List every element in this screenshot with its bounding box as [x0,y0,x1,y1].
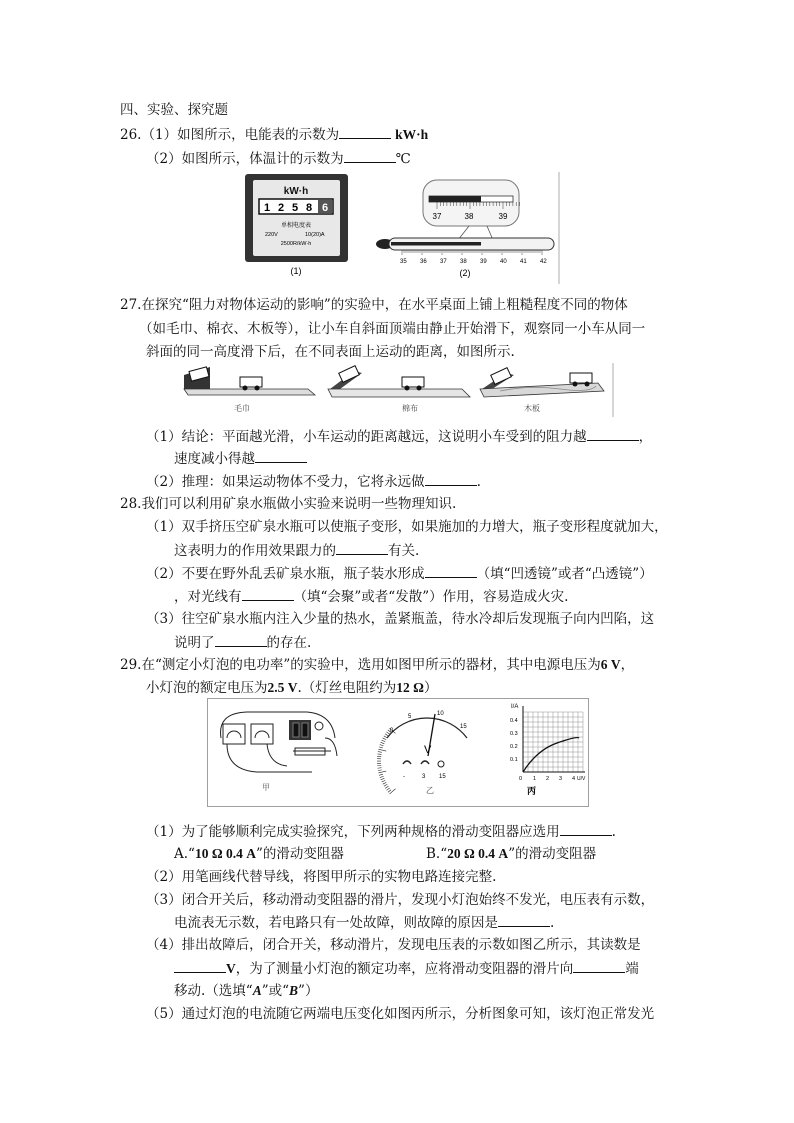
answer-blank[interactable] [174,959,226,973]
voltmeter-tick-label: 0 [390,728,394,734]
voltmeter-dial [377,711,467,795]
answer-blank[interactable] [242,587,294,601]
q29-c4b [174,959,639,978]
answer-blank[interactable] [255,449,307,463]
q28-c1b-end: 有关. [388,543,420,559]
voltmeter-ticks [377,728,395,794]
voltmeter-tick [380,745,384,746]
q29-c5: （5）通过灯泡的电流随它两端电压变化如图丙所示，分析图象可知，该灯泡正常发光 [146,1006,655,1022]
q29-c4b-end: 端 [625,961,639,977]
q26-p1-unit: kW·h [395,127,429,142]
voltmeter-tick [384,784,387,786]
graph-xtick: 0 [519,776,523,782]
q28-c3a: （3）往空矿泉水瓶内注入少量的热水，盖紧瓶盖，待水冷却后发现瓶子向内凹陷，这 [146,611,655,627]
choice-a: A [252,983,262,998]
answer-blank[interactable] [573,959,625,973]
voltmeter-tick [382,740,386,742]
q29-source-voltage: 6 V [600,657,621,672]
figure-caption: (2) [459,268,471,278]
q27-c1a-text: （1）结论：平面越光滑，小车运动的距离越远，这说明小车受到的阻力越 [146,429,587,445]
choice-b: B [289,983,299,998]
q27-c2-text: （2）推理：如果运动物体不受力，它将永远做 [146,474,425,490]
q27-line3: 斜面的同一高度滑下后，在不同表面上运动的距离，如图所示. [146,344,515,360]
q29-line2-end: ） [423,680,438,696]
graph-xtick: 4 [572,776,576,782]
q29-c1-end: . [611,824,616,840]
zoom-tick-label: 39 [498,212,508,221]
q28-c2b [174,587,568,606]
q29-c3b-end: . [550,915,555,931]
option-a-prefix: A.“ [174,846,195,862]
q26-part1 [120,125,428,144]
surface-label: 棉布 [402,404,418,413]
option-b-spec: 20 Ω 0.4 A [447,846,509,861]
q27-c1b [174,449,307,468]
zoom-tick-label: 37 [432,212,442,221]
q29-c4c-mid: ”或“ [261,983,290,999]
option-a-text: ”的滑动变阻器 [256,846,344,862]
q29-c3a: （3）闭合开关后，移动滑动变阻器的滑片，发现小灯泡始终不发光，电压表有示数， [146,892,655,908]
q29-line2-mid: .（灯丝电阻约为 [297,680,397,696]
q26-figure [243,172,563,287]
graph-xtick: 3 [559,776,563,782]
voltmeter-tick [378,754,382,755]
q28-c1a: （1）双手挤压空矿泉水瓶可以使瓶子变形，如果施加的力增大，瓶子变形程度就加大， [146,519,668,535]
voltmeter-tick [378,770,382,771]
meter-unit: kW·h [283,186,309,197]
thermometer [376,180,554,278]
scale-tick-label: 37 [440,259,447,265]
section-title: 四、实验、探究题 [120,102,228,118]
q27-c1a-end: ， [638,429,653,445]
meter-maker: 单相电度表 [280,223,312,229]
q28-c2b-end: （填“会聚”或者“发散”）作用，容易造成火灾. [293,589,569,605]
q29-c2: （2）用笔画线代替导线，将图甲所示的实物电路连接完整. [146,869,497,885]
voltmeter-tick [379,774,383,775]
q29-line2-text: 小灯泡的额定电压为 [146,680,268,696]
voltmeter-tick [380,776,384,777]
figure-label: 乙 [426,786,434,795]
voltmeter-tick [382,780,386,782]
graph-ytick: 0.3 [510,731,518,737]
graph-xlabel: U/V [577,776,586,782]
q27-line1: 27.在探究“阻力对物体运动的影响”的实验中，在水平桌面上铺上粗糙程度不同的物体 [120,297,628,313]
q27-c1a [146,427,652,446]
terminal-label: - [403,774,405,780]
option-a-spec: 10 Ω 0.4 A [194,846,257,861]
scale-tick-label: 42 [540,259,547,265]
voltmeter-tick [389,789,395,794]
option-b-text: ”的滑动变阻器 [508,846,597,862]
voltmeter-tick [386,788,389,790]
voltmeter-tick [378,752,382,753]
surface-label: 木板 [524,404,540,413]
scale-tick-label: 35 [400,259,407,265]
q29-rated-voltage: 2.5 V [267,680,298,695]
voltmeter-tick [381,778,385,780]
voltmeter-tick [378,768,382,769]
meter-digit: 2 [277,202,285,214]
graph-xtick: 2 [546,776,550,782]
voltmeter-tick [379,747,383,748]
q29-c3b-text: 电流表无示数，若电路只有一处故障，则故障的原因是 [174,915,498,931]
answer-blank[interactable] [215,633,267,647]
meter-digit: 1 [263,202,271,214]
q26-number: 26. [120,127,142,143]
q29-c4c-text: 移动.（选填“ [174,983,253,999]
answer-blank[interactable] [587,427,639,441]
q27-c2 [146,472,481,491]
q28-c2a-end: （填“凹透镜”或者“凸透镜”） [476,566,653,582]
q28-c3b-text: 说明了 [174,635,215,651]
q29-c4b-text: ，为了测量小灯泡的额定功率，应将滑动变阻器的滑片向 [235,961,574,977]
voltmeter-tick-label: 10 [437,711,444,717]
scale-tick-label: 38 [460,259,467,265]
voltmeter-tick [378,749,386,751]
q29-c1 [146,822,616,841]
q29-line2 [146,679,437,697]
figure-label: 甲 [262,783,270,792]
meter-digit: 8 [305,202,313,214]
q27-line2: （如毛巾、棉衣、木板等），让小车自斜面顶端由静止开始滑下，观察同一小车从同一 [139,321,646,337]
voltmeter-tick-label: 15 [460,724,467,730]
q28-c2a-text: （2）不要在野外乱丢矿泉水瓶，瓶子装水形成 [146,566,425,582]
answer-blank[interactable] [336,541,388,555]
answer-blank[interactable] [425,472,477,486]
iv-graph [510,704,586,796]
q29-c3b [174,913,554,932]
zoom-tick-label: 38 [464,212,474,221]
q28-c3b [174,633,311,652]
graph-grid [523,712,583,772]
q29-line1 [120,656,634,674]
q26-p2-unit: ℃ [395,151,411,167]
q29-c1-text: （1）为了能够顺利完成实验探究，下列两种规格的滑动变阻器应选用 [146,824,560,840]
ramp-cotton [328,366,470,413]
voltmeter-tick [385,786,388,788]
voltmeter-tick [385,734,388,736]
q29-line1-end: ， [620,657,635,673]
terminal-label: 3 [422,774,426,780]
ramp-wood [480,368,604,413]
q29-line1-text: 29.在“测定小灯泡的电功率”的实验中，选用如图甲所示的器材，其中电源电压为 [120,657,601,673]
q29-option-a [174,845,344,863]
voltmeter-symbol: V [424,744,432,756]
q26-p1-text: （1）如图所示，电能表的示数为 [141,127,340,143]
voltmeter-tick-label: 5 [408,714,412,720]
meter-spec: 10(20)A [305,232,325,238]
q29-c4a: （4）排出故障后，闭合开关，移动滑片，发现电压表的示数如图乙所示，其读数是 [146,937,641,953]
meter-spec: 2500R/kW·h [280,241,312,247]
meter-spec: 220V [265,232,278,238]
scale-tick-label: 41 [520,259,527,265]
voltmeter-tick [388,790,391,792]
surface-label: 毛巾 [234,404,250,413]
scale-tick-label: 40 [500,259,507,265]
graph-ytick: 0.1 [510,757,518,763]
q29-c4c [174,982,318,1000]
answer-blank[interactable] [560,822,612,836]
answer-blank[interactable] [425,564,477,578]
circuit-apparatus [221,712,337,792]
q28-c3b-end: 的存在. [266,635,312,651]
q27-c1b-text: 速度减小得越 [174,451,255,467]
graph-ylabel: I/A [511,704,519,710]
thermometer-scale [402,250,542,255]
q29-option-b [426,845,596,863]
electricity-meter [245,174,348,276]
q29-figure [207,698,590,808]
graph-ytick: 0.4 [510,718,518,724]
meter-digit: 6 [321,202,329,214]
ramp-towel [184,367,315,413]
graph-xtick: 1 [533,776,537,782]
meter-digit: 5 [291,202,299,214]
q28-c1b [174,541,419,560]
q28-c2a [146,564,653,583]
answer-blank[interactable] [339,125,391,139]
q29-c4b-unit: V [226,961,236,976]
scale-tick-label: 39 [480,259,487,265]
graph-ytick: 0.2 [510,744,518,750]
q27-figure [180,363,616,417]
q27-c2-end: . [476,474,481,490]
figure-label: 丙 [527,786,537,796]
q28-line1: 28.我们可以利用矿泉水瓶做小实验来说明一些物理知识. [120,496,457,512]
figure-caption: (1) [290,266,302,276]
voltmeter-tick [384,736,387,738]
q29-resistance: 12 Ω [396,680,424,695]
voltmeter-tick [383,782,387,784]
terminal-label: 15 [439,774,446,780]
q28-c2b-text: ，对光线有 [174,589,242,605]
answer-blank[interactable] [344,149,396,163]
q28-c1b-text: 这表明力的作用效果跟力的 [174,543,336,559]
scale-tick-label: 36 [420,259,427,265]
q29-c4c-end: ”） [298,983,319,999]
voltmeter-tick [383,738,387,740]
q26-p2-text: （2）如图所示，体温计的示数为 [146,151,344,167]
answer-blank[interactable] [498,913,550,927]
q26-part2 [146,149,411,168]
voltmeter-tick [378,771,386,773]
option-b-prefix: B.“ [426,846,448,862]
voltmeter-tick [381,742,385,743]
